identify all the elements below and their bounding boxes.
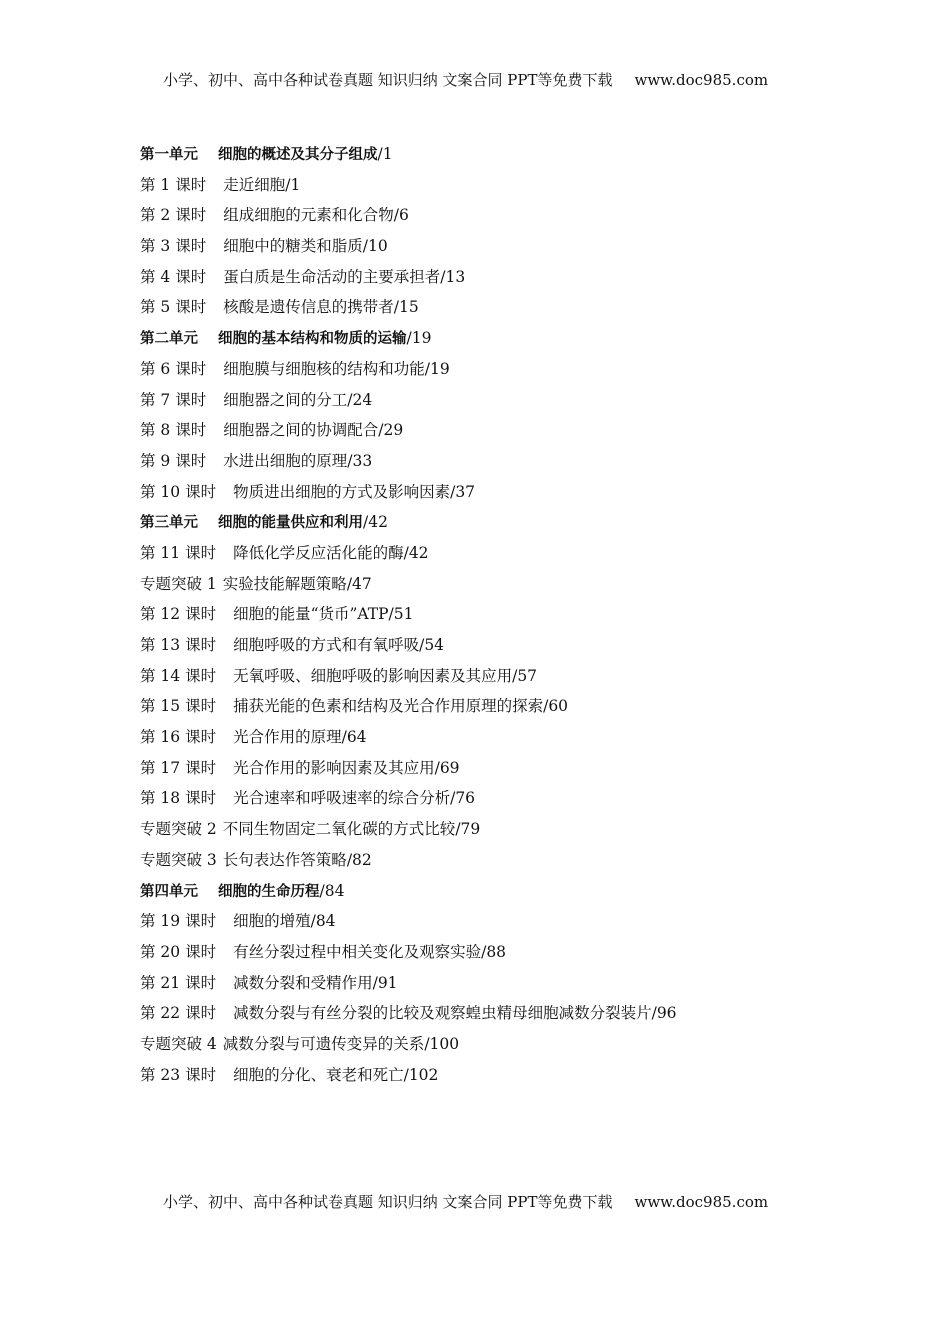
toc-label: 第四单元: [140, 883, 198, 900]
toc-title: 减数分裂和受精作用: [233, 973, 373, 992]
toc-title: 无氧呼吸、细胞呼吸的影响因素及其应用: [233, 666, 513, 685]
toc-title: 水进出细胞的原理: [223, 451, 348, 470]
toc-label: 第 13 课时: [140, 636, 217, 654]
toc-page-number: /69: [434, 758, 460, 777]
toc-page-number: /47: [346, 574, 372, 593]
toc-lesson: [140, 1064, 840, 1095]
page-footer: [163, 1191, 803, 1212]
toc-title: 核酸是遗传信息的携带者: [223, 298, 394, 317]
toc-label: 第 22 课时: [140, 1004, 217, 1023]
toc-label: 第 5 课时: [140, 298, 207, 317]
toc-label: 第 8 课时: [140, 421, 207, 440]
toc-title: 细胞的能量供应和利用: [218, 515, 363, 532]
toc-lesson: [140, 481, 840, 512]
toc-page-number: /60: [543, 697, 569, 716]
toc-lesson: [140, 296, 840, 327]
toc-title: 不同生物固定二氧化碳的方式比较: [222, 820, 456, 839]
toc-lesson: [140, 542, 840, 573]
toc-lesson: [140, 726, 840, 757]
toc-special-topic: [140, 818, 840, 849]
toc-page-number: /29: [378, 421, 404, 440]
toc-title: 走近细胞: [223, 175, 286, 194]
toc-title: 减数分裂与可遗传变异的关系: [222, 1034, 425, 1053]
toc-label: 第 23 课时: [140, 1065, 217, 1084]
toc-title: 组成细胞的元素和化合物: [223, 206, 394, 225]
toc-lesson: [140, 634, 840, 665]
toc-page-number: /15: [393, 298, 419, 317]
toc-unit-heading: [140, 880, 840, 911]
toc-title: 细胞膜与细胞核的结构和功能: [223, 359, 425, 378]
toc-page-number: /57: [512, 666, 538, 685]
toc-title: 物质进出细胞的方式及影响因素: [233, 482, 451, 501]
toc-lesson: [140, 450, 840, 481]
toc-lesson: [140, 266, 840, 297]
toc-label: 专题突破 2: [140, 820, 217, 839]
footer-text: 小学、初中、高中各种试卷真题 知识归纳 文案合同 PPT等免费下载: [163, 1193, 613, 1211]
toc-lesson: [140, 358, 840, 389]
toc-page-number: /102: [403, 1065, 439, 1084]
toc-label: 第 7 课时: [140, 390, 207, 409]
toc-lesson: [140, 389, 840, 420]
toc-page-number: /13: [440, 267, 466, 286]
toc-label: 第 6 课时: [140, 359, 207, 378]
toc-page-number: /51: [388, 605, 414, 624]
toc-label: 第 12 课时: [140, 605, 217, 624]
toc-page-number: /19: [406, 329, 432, 348]
toc-page-number: /96: [651, 1004, 677, 1023]
toc-label: 第 1 课时: [140, 175, 207, 194]
toc-title: 降低化学反应活化能的酶: [233, 543, 404, 562]
toc-page-number: /37: [450, 482, 476, 501]
toc-lesson: [140, 695, 840, 726]
table-of-contents: [140, 143, 840, 1094]
toc-lesson: [140, 941, 840, 972]
toc-page-number: /42: [403, 543, 429, 562]
toc-page-number: /100: [424, 1034, 460, 1053]
toc-label: 第 15 课时: [140, 697, 217, 716]
toc-unit-heading: [140, 327, 840, 358]
toc-page-number: /10: [362, 237, 388, 256]
toc-page-number: /33: [347, 451, 373, 470]
toc-lesson: [140, 419, 840, 450]
footer-site-link[interactable]: www.doc985.com: [634, 1193, 769, 1211]
toc-page-number: /54: [419, 636, 445, 654]
toc-label: 第 3 课时: [140, 237, 207, 256]
toc-title: 细胞的增殖: [233, 912, 311, 931]
toc-lesson: [140, 235, 840, 266]
toc-label: 第 21 课时: [140, 973, 217, 992]
toc-page-number: /82: [346, 850, 372, 869]
toc-page-number: /1: [377, 145, 393, 163]
toc-label: 第 14 课时: [140, 666, 217, 685]
toc-title: 细胞中的糖类和脂质: [223, 237, 363, 256]
toc-label: 第 20 课时: [140, 942, 217, 961]
toc-title: 细胞呼吸的方式和有氧呼吸: [233, 636, 420, 654]
toc-page-number: /88: [481, 942, 507, 961]
toc-label: 专题突破 1: [140, 574, 217, 593]
toc-label: 第 18 课时: [140, 789, 217, 808]
toc-page-number: /79: [455, 820, 481, 839]
toc-page-number: /6: [393, 206, 409, 225]
toc-page-number: /91: [372, 973, 398, 992]
toc-title: 光合速率和呼吸速率的综合分析: [233, 789, 451, 808]
toc-title: 长句表达作答策略: [222, 850, 347, 869]
toc-page-number: /1: [285, 175, 301, 194]
toc-page-number: /42: [363, 513, 388, 532]
toc-page-number: /84: [319, 881, 345, 900]
toc-title: 有丝分裂过程中相关变化及观察实验: [233, 942, 482, 961]
toc-lesson: [140, 910, 840, 941]
toc-label: 第 9 课时: [140, 451, 207, 470]
toc-lesson: [140, 603, 840, 634]
toc-title: 细胞的基本结构和物质的运输: [218, 331, 407, 348]
header-text: 小学、初中、高中各种试卷真题 知识归纳 文案合同 PPT等免费下载: [163, 71, 613, 89]
header-site-link[interactable]: www.doc985.com: [634, 71, 769, 89]
toc-label: 第二单元: [140, 331, 198, 348]
toc-lesson: [140, 1002, 840, 1033]
toc-title: 减数分裂与有丝分裂的比较及观察蝗虫精母细胞减数分裂装片: [233, 1004, 652, 1023]
toc-label: 专题突破 3: [140, 850, 217, 869]
toc-title: 捕获光能的色素和结构及光合作用原理的探索: [233, 697, 544, 716]
toc-label: 第 4 课时: [140, 267, 207, 286]
toc-title: 细胞的概述及其分子组成: [218, 147, 378, 163]
toc-label: 第 11 课时: [140, 543, 217, 562]
toc-lesson: [140, 174, 840, 205]
toc-page-number: /19: [424, 359, 450, 378]
toc-page-number: /76: [450, 789, 476, 808]
toc-label: 第三单元: [140, 515, 198, 532]
toc-special-topic: [140, 573, 840, 604]
toc-title: 蛋白质是生命活动的主要承担者: [223, 267, 441, 286]
toc-title: 细胞器之间的协调配合: [223, 421, 379, 440]
toc-lesson: [140, 757, 840, 788]
toc-title: 光合作用的影响因素及其应用: [233, 758, 435, 777]
toc-lesson: [140, 787, 840, 818]
toc-label: 第一单元: [140, 147, 198, 163]
toc-label: 第 16 课时: [140, 728, 217, 747]
toc-label: 第 2 课时: [140, 206, 207, 225]
toc-label: 第 17 课时: [140, 758, 217, 777]
toc-label: 第 10 课时: [140, 482, 217, 501]
toc-title: 光合作用的原理: [233, 728, 342, 747]
toc-page-number: /84: [310, 912, 336, 931]
toc-page-number: /64: [341, 728, 367, 747]
toc-special-topic: [140, 849, 840, 880]
toc-label: 第 19 课时: [140, 912, 217, 931]
toc-title: 细胞的分化、衰老和死亡: [233, 1065, 404, 1084]
toc-page-number: /24: [347, 390, 373, 409]
toc-lesson: [140, 204, 840, 235]
page-header: [163, 69, 803, 90]
toc-lesson: [140, 972, 840, 1003]
toc-label: 专题突破 4: [140, 1034, 217, 1053]
toc-unit-heading: [140, 143, 840, 174]
toc-title: 细胞器之间的分工: [223, 390, 348, 409]
toc-special-topic: [140, 1033, 840, 1064]
toc-lesson: [140, 665, 840, 696]
toc-title: 细胞的能量“货币”ATP: [233, 605, 389, 624]
toc-title: 实验技能解题策略: [222, 574, 347, 593]
toc-unit-heading: [140, 511, 840, 542]
toc-title: 细胞的生命历程: [218, 883, 320, 900]
